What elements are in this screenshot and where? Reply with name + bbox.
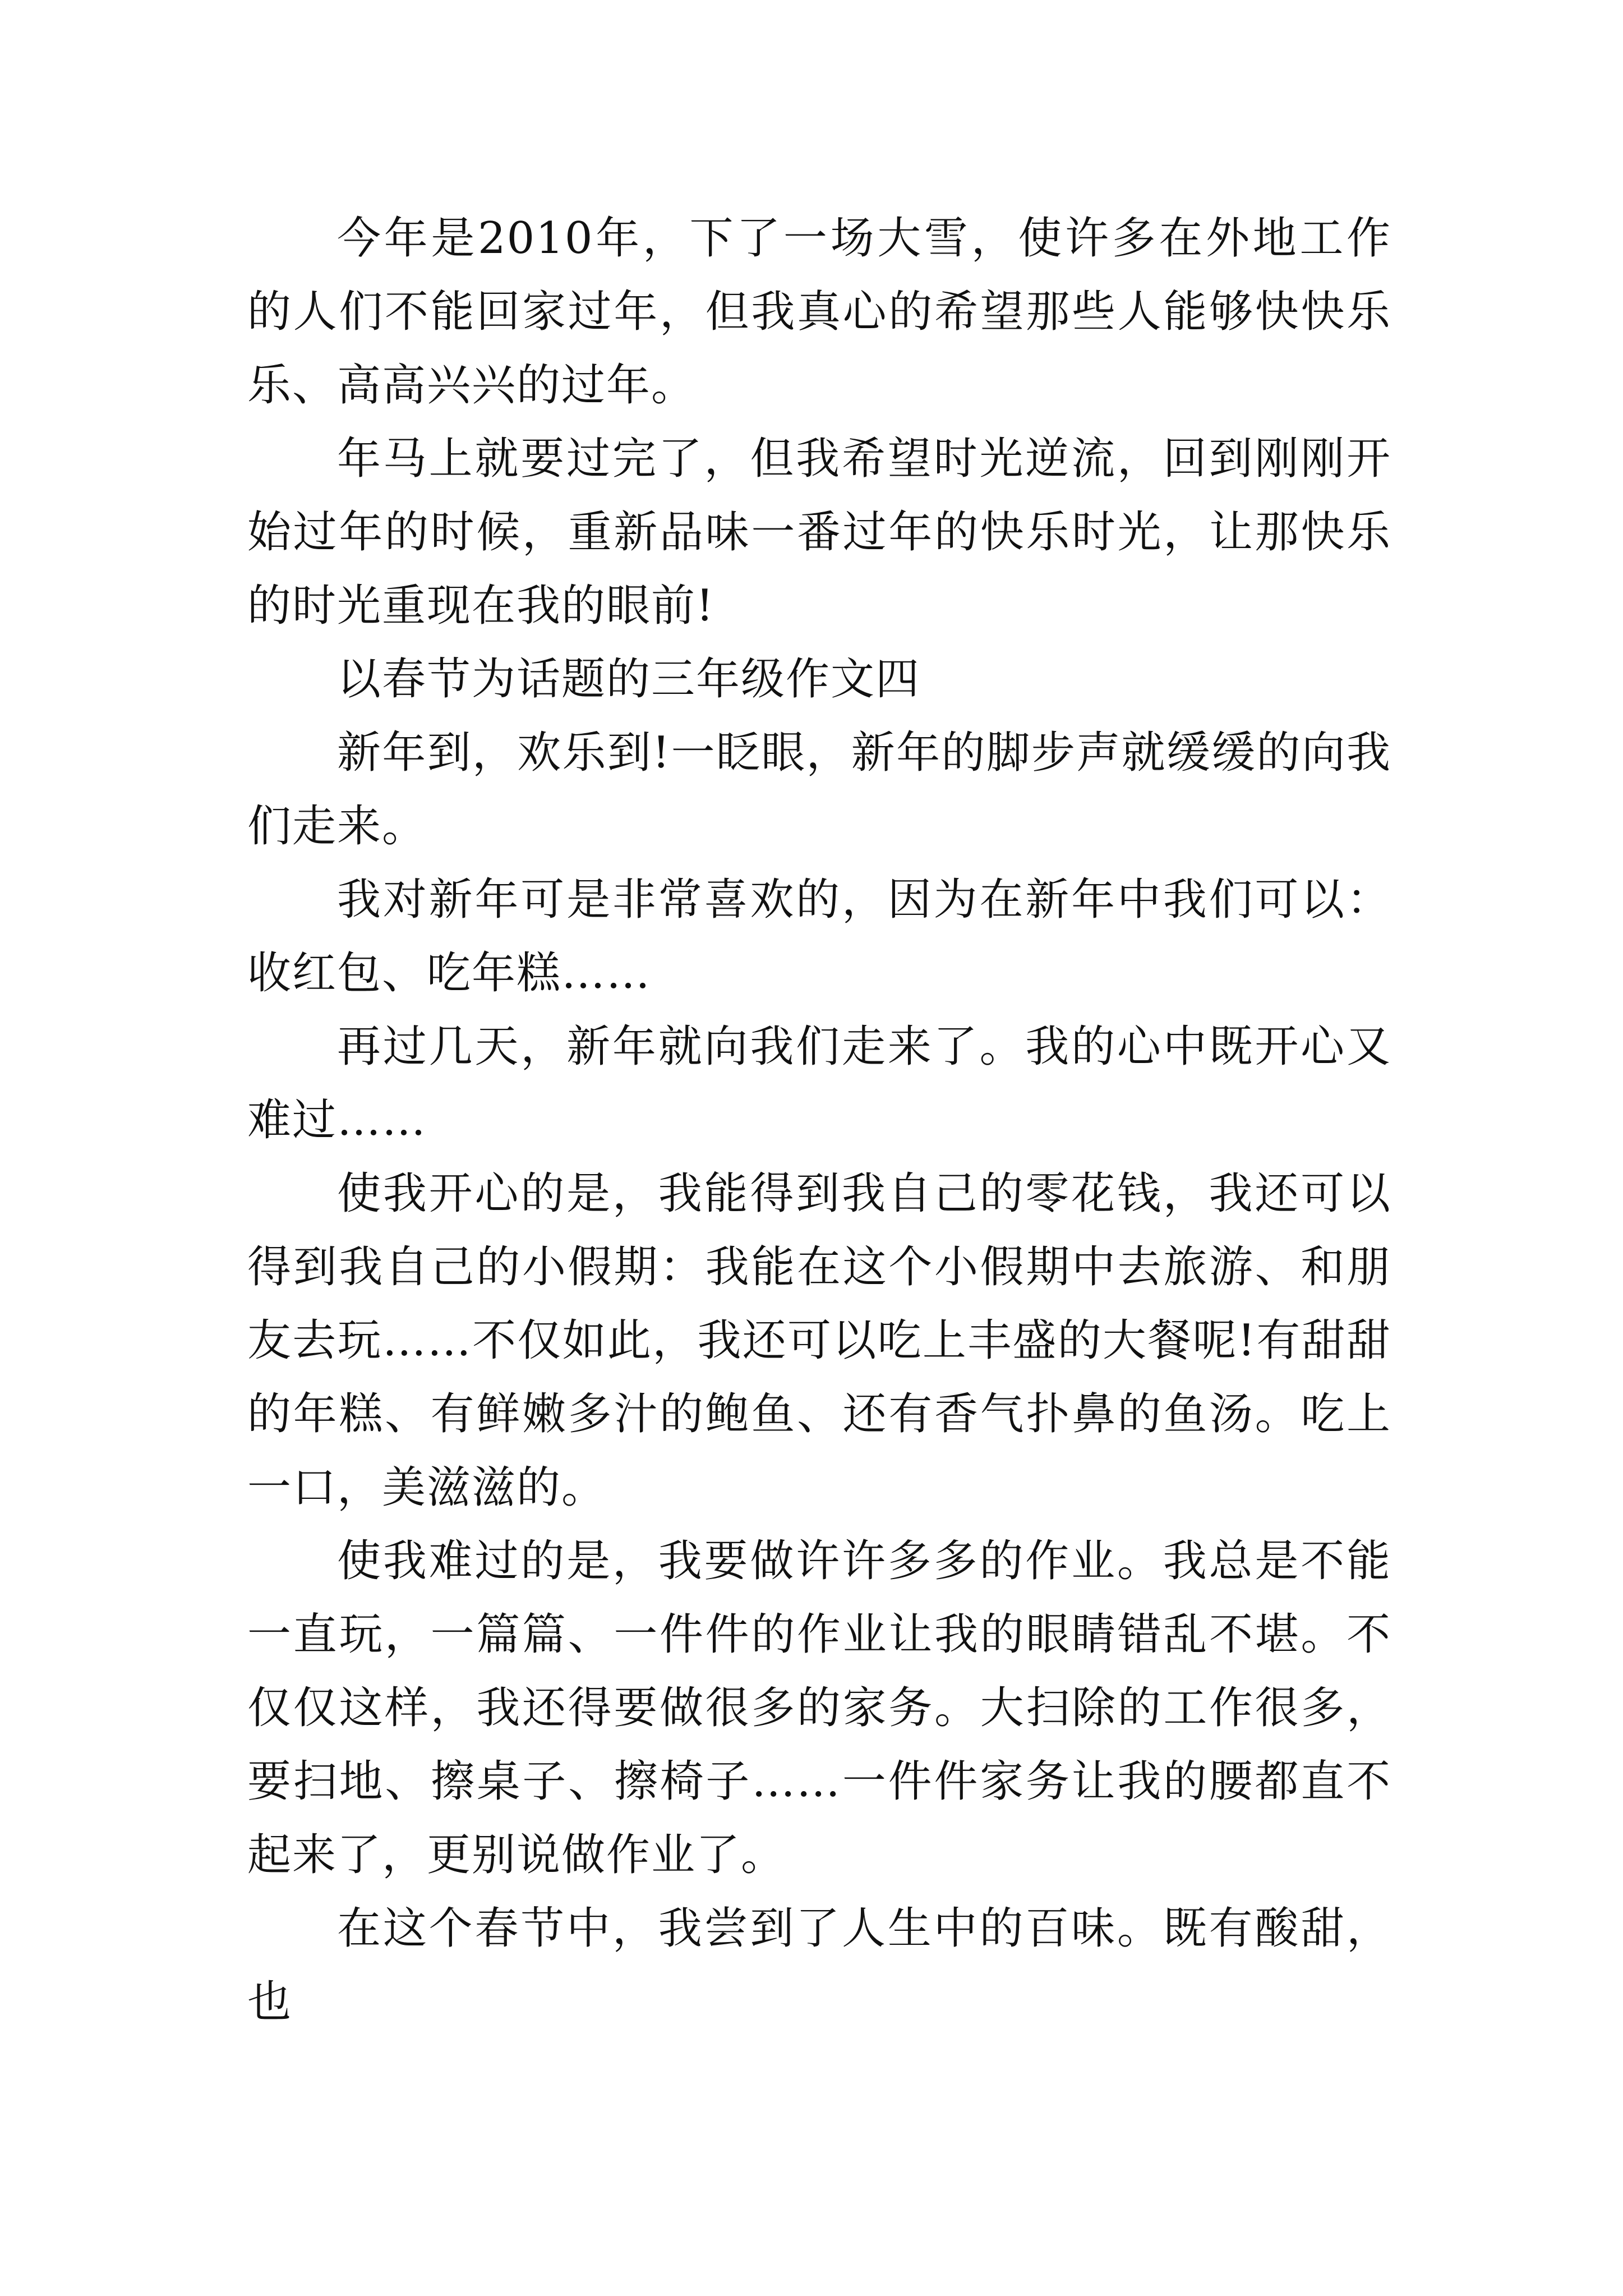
paragraph-happy-reasons: 使我开心的是，我能得到我自己的零花钱，我还可以得到我自己的小假期：我能在这个小假期中去旅游、和朋友去玩……不仅如此，我还可以吃上丰盛的大餐呢!有甜甜的年糕、有鲜嫩多汁的鲍鱼、还有香气扑鼻的鱼汤。吃上一口，美滋滋的。 — [247, 1168, 1391, 1513]
paragraph-flavors-of-life: 在这个春节中，我尝到了人生中的百味。既有酸甜，也 — [247, 1903, 1391, 2027]
paragraph-happy-and-sad: 再过几天，新年就向我们走来了。我的心中既开心又难过…… — [247, 1022, 1391, 1145]
essay-heading: 以春节为话题的三年级作文四 — [337, 654, 921, 705]
paragraph-love-new-year: 我对新年可是非常喜欢的，因为在新年中我们可以：收红包、吃年糕…… — [247, 875, 1391, 999]
paragraph-time-rewind: 年马上就要过完了，但我希望时光逆流，回到刚刚开始过年的时候，重新品味一番过年的快乐时光，让那快乐的时光重现在我的眼前! — [247, 434, 1391, 631]
paragraph-snow-new-year: 今年是2010年，下了一场大雪，使许多在外地工作的人们不能回家过年，但我真心的希望那些人能够快快乐乐、高高兴兴的过年。 — [247, 213, 1391, 411]
paragraph-sad-reasons: 使我难过的是，我要做许许多多的作业。我总是不能一直玩，一篇篇、一件件的作业让我的眼睛错乱不堪。不仅仅这样，我还得要做很多的家务。大扫除的工作很多，要扫地、擦桌子、擦椅子……一件件家务让我的腰都直不起来了，更别说做作业了。 — [247, 1536, 1391, 1880]
document-body — [247, 202, 1391, 2039]
paragraph-new-year-arrives: 新年到，欢乐到!一眨眼，新年的脚步声就缓缓的向我们走来。 — [247, 728, 1391, 852]
